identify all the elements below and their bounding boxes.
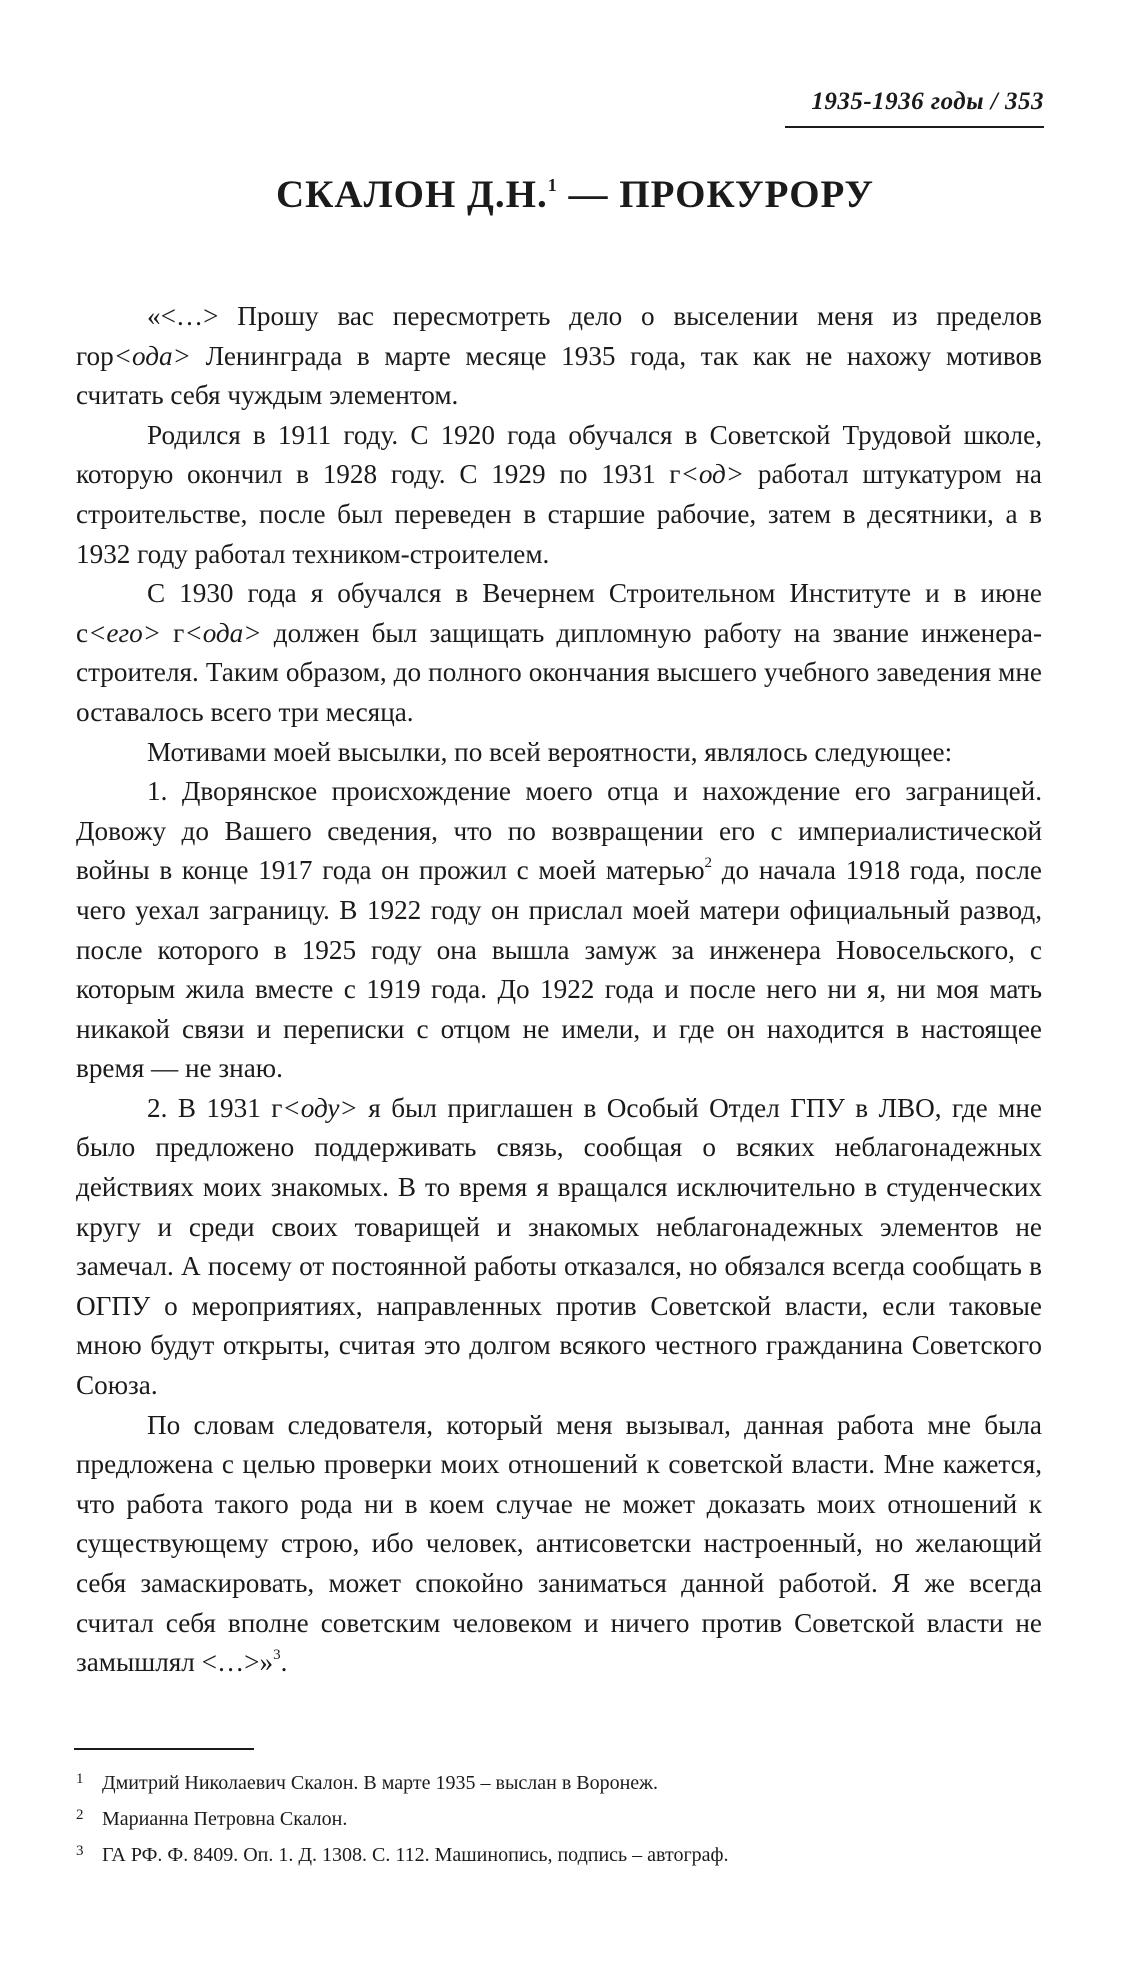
paragraph: [76, 574, 1042, 732]
title-recipient: — ПРОКУРОРУ: [557, 173, 875, 216]
running-head: 1935-1936 годы / 353: [811, 88, 1044, 115]
text-segment: С 1930 года я обучался в Вечернем Строительном Институте и в июне с: [76, 578, 1042, 648]
footnote: [76, 1799, 1042, 1835]
text-segment: .: [280, 1647, 288, 1678]
footnote: [76, 1835, 1042, 1871]
paragraph: [76, 772, 1042, 1089]
text-segment: Родился в 1911 году. С 1920 года обучался в Советской Трудовой школе, которую окончил в 1928 году. С 1929 по 1931 г: [76, 419, 1042, 490]
text-segment: Ленинграда в марте месяце 1935 года, так как не нахожу мотивов считать себя чуждым элементом.: [76, 340, 1042, 411]
paragraph: [76, 297, 1042, 416]
footnote-separator: [74, 1748, 254, 1750]
title-author: СКАЛОН Д.Н.: [275, 173, 548, 216]
footnote-text: ГА РФ. Ф. 8409. Оп. 1. Д. 1308. С. 112. Машинопись, подпись – автограф.: [102, 1844, 729, 1866]
footnote: [76, 1763, 1042, 1799]
footnote-ref: 2: [704, 855, 713, 872]
paragraph: [76, 733, 1042, 773]
footnote-number: 3: [76, 1843, 84, 1859]
paragraph: [76, 1089, 1042, 1406]
text-segment: г: [161, 617, 185, 648]
footnote-number: 2: [76, 1807, 84, 1823]
text-segment: Мотивами моей высылки, по всей вероятности, являлось следующее:: [147, 736, 953, 767]
footnote-ref: 3: [273, 1647, 281, 1664]
paragraph: [76, 1406, 1042, 1683]
letter-body: [76, 297, 1042, 1683]
text-segment: «<…> Прошу вас пересмотреть дело о выселении меня из пределов гор: [76, 301, 1042, 371]
editorial-insertion: <од>: [680, 459, 745, 490]
footnotes: [76, 1763, 1042, 1871]
text-segment: работал штукатуром на строительстве, после был переведен в старшие рабочие, затем в десятники, а в 1932 году работал техником-строителем.: [76, 459, 1042, 569]
editorial-insertion: <оду>: [282, 1092, 358, 1123]
text-segment: 1. Дворянское происхождение моего отца и нахождение его заграницей. Довожу до Вашего сведения, что по возвращении его с империалистической войны в конце 1917 года он прожил с моей матерью: [76, 776, 1042, 886]
text-segment: до начала 1918 года, после чего уехал заграницу. В 1922 году он прислал моей матери официальный развод, после которого в 1925 году она вышла замуж за инженера Новосельского, с которым жила вместе с 1919 года. До 1922 года и после него ни я, ни моя мать никакой связи и переписки с отцом не имели, и где он находится в настоящее время — не знаю.: [76, 855, 1042, 1084]
editorial-insertion: <его>: [88, 617, 162, 648]
running-head-rule: [785, 126, 1044, 128]
text-segment: должен был защищать дипломную работу на звание инженера-строителя. Таким образом, до полного окончания высшего учебного заведения мне оставалось всего три месяца.: [76, 617, 1042, 727]
text-segment: По словам следователя, который меня вызывал, данная работа мне была предложена с целью проверки моих отношений к советской власти. Мне кажется, что работа такого рода ни в коем случае не может доказать моих отношений к существующему строю, ибо человек, антисоветски настроенный, но желающий себя замаскировать, может спокойно заниматься данной работой. Я же всегда считал себя вполне советским человеком и ничего против Советской власти не замышлял <…>»: [76, 1409, 1042, 1678]
editorial-insertion: <ода>: [184, 617, 262, 648]
footnote-text: Марианна Петровна Скалон.: [102, 1808, 348, 1830]
text-segment: я был приглашен в Особый Отдел ГПУ в ЛВО, где мне было предложено поддерживать связь, сообщая о всяких неблагонадежных действиях моих знакомых. В то время я вращался исключительно в студенческих кругу и среди своих товарищей и знакомых неблагонадежных элементов не замечал. А посему от постоянной работы отказался, но обязался всегда сообщать в ОГПУ о мероприятиях, направленных против Советской власти, если таковые мною будут открыты, считая это долгом всякого честного гражданина Советского Союза.: [76, 1092, 1042, 1401]
text-segment: 2. В 1931 г: [147, 1092, 283, 1123]
editorial-insertion: <ода>: [113, 340, 191, 371]
title-footnote-ref: 1: [547, 175, 558, 195]
paragraph: [76, 416, 1042, 574]
footnote-number: 1: [76, 1771, 84, 1787]
footnote-text: Дмитрий Николаевич Скалон. В марте 1935 – выслан в Воронеж.: [102, 1772, 658, 1794]
document-title: [60, 172, 1090, 217]
